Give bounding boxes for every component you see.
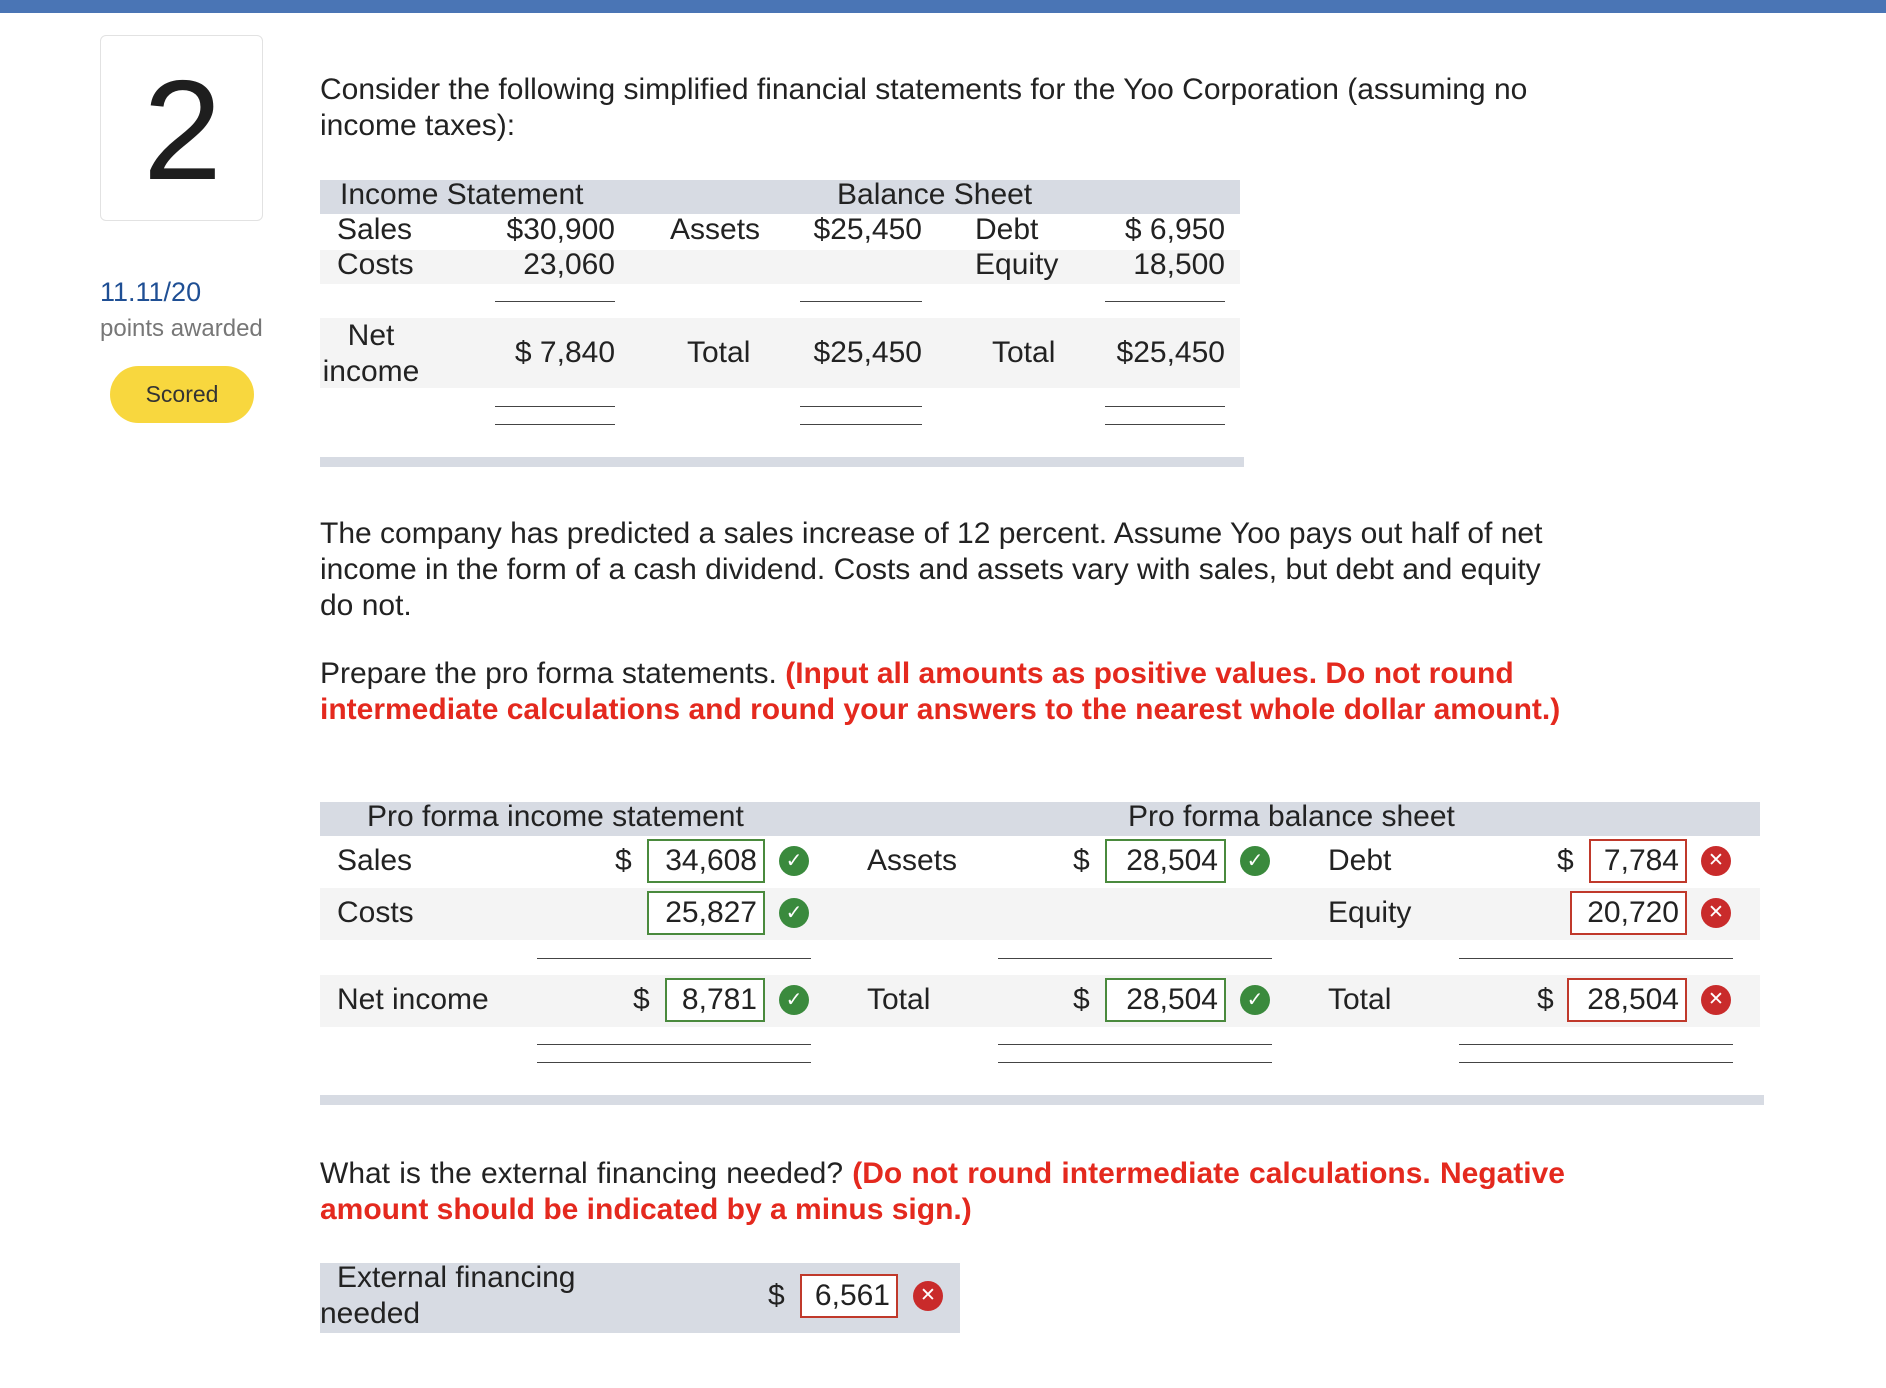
external-financing-label: External financing needed (320, 1261, 576, 1330)
equity-value: 18,500 (1133, 248, 1225, 281)
question-number-box (100, 35, 263, 221)
rule (800, 406, 922, 407)
instructions-plain: Prepare the pro forma statements. (320, 657, 786, 690)
rule (495, 424, 615, 425)
rule (537, 1062, 811, 1063)
assets-value: $25,450 (813, 213, 922, 246)
equity-label: Equity (975, 248, 1059, 281)
rule (998, 1044, 1272, 1045)
proforma-debt-input[interactable]: 7,784 (1589, 839, 1687, 883)
check-circle-icon: ✓ (1240, 846, 1270, 876)
rule (495, 301, 615, 302)
rule (1459, 1062, 1733, 1063)
x-circle-icon: ✕ (1701, 898, 1731, 928)
rule (800, 301, 922, 302)
scenario-text: The company has predicted a sales increase of 12 percent. Assume Yoo pays out half of net income in the form of a cash dividend. Costs and assets vary with sales, but debt and equity do not. (320, 517, 1543, 622)
costs-label: Costs (337, 248, 414, 281)
net-income-label: Net income (322, 319, 420, 388)
income-statement-header: Income Statement (340, 178, 584, 211)
net-income-value: $ 7,840 (514, 336, 615, 369)
proforma-sales-label: Sales (337, 844, 413, 877)
proforma-debt-label: Debt (1328, 844, 1392, 877)
proforma-costs-label: Costs (337, 896, 414, 929)
rule (537, 958, 811, 959)
rule (800, 424, 922, 425)
check-circle-icon: ✓ (779, 846, 809, 876)
external-financing-question (320, 1156, 1565, 1228)
question-number: 2 (143, 51, 222, 210)
external-financing-input[interactable]: 6,561 (800, 1274, 898, 1318)
rule (1105, 301, 1225, 302)
rule (1105, 424, 1225, 425)
intro-text: Consider the following simplified financial statements for the Yoo Corporation (assuming no income taxes): (320, 73, 1528, 142)
proforma-total-liab-input[interactable]: 28,504 (1567, 978, 1687, 1022)
proforma-total-assets-input[interactable]: 28,504 (1105, 978, 1226, 1022)
rule (998, 1062, 1272, 1063)
proforma-sales-input[interactable]: 34,608 (647, 839, 765, 883)
instructions-note: (Input all amounts as positive values. Do not round intermediate calculations and round your answers to the nearest whole dollar amount.) (320, 657, 1561, 726)
dollar-sign: $ (1073, 983, 1090, 1016)
x-circle-icon: ✕ (1701, 846, 1731, 876)
proforma-net-income-label: Net income (337, 983, 489, 1016)
proforma-equity-input[interactable]: 20,720 (1570, 891, 1687, 935)
dollar-sign: $ (768, 1279, 785, 1312)
question-plain: What is the external financing needed? (320, 1157, 853, 1190)
proforma-net-income-input[interactable]: 8,781 (665, 978, 765, 1022)
proforma-total-liab-label: Total (1328, 983, 1392, 1016)
proforma-assets-label: Assets (867, 844, 958, 877)
sales-value: $30,900 (506, 213, 615, 246)
proforma-equity-label: Equity (1328, 896, 1412, 929)
x-circle-icon: ✕ (913, 1281, 943, 1311)
question-note: (Do not round intermediate calculations. Negative amount should be indicated by a minus sign.) (320, 1157, 1565, 1226)
dollar-sign: $ (1073, 844, 1090, 877)
check-circle-icon: ✓ (779, 898, 809, 928)
x-circle-icon: ✕ (1701, 985, 1731, 1015)
proforma-total-label: Total (867, 983, 931, 1016)
check-circle-icon: ✓ (1240, 985, 1270, 1015)
assets-label: Assets (670, 213, 761, 246)
costs-value: 23,060 (523, 248, 615, 281)
check-circle-icon: ✓ (779, 985, 809, 1015)
rule (998, 958, 1272, 959)
dollar-sign: $ (1537, 983, 1554, 1016)
dollar-sign: $ (615, 844, 632, 877)
proforma-assets-input[interactable]: 28,504 (1105, 839, 1226, 883)
points-score: 11.11/20 (100, 277, 202, 307)
total-label-assets: Total (687, 336, 751, 369)
rule (537, 1044, 811, 1045)
debt-value: $ 6,950 (1124, 213, 1225, 246)
rule (1459, 1044, 1733, 1045)
instructions-text (320, 656, 1565, 728)
table-bottom-bar (320, 1095, 1764, 1105)
rule (495, 406, 615, 407)
dollar-sign: $ (1557, 844, 1574, 877)
rule (1459, 958, 1733, 959)
top-accent-bar (0, 0, 1886, 13)
total-assets-value: $25,450 (813, 336, 922, 369)
debt-label: Debt (975, 213, 1039, 246)
proforma-income-header: Pro forma income statement (367, 800, 744, 833)
balance-sheet-header: Balance Sheet (837, 178, 1033, 211)
table-bottom-bar (320, 457, 1244, 467)
rule (1105, 406, 1225, 407)
costs-row-bg (320, 888, 1760, 940)
total-liabilities-value: $25,450 (1116, 336, 1225, 369)
dollar-sign: $ (633, 983, 650, 1016)
sales-label: Sales (337, 213, 413, 246)
scored-badge: Scored (110, 366, 254, 423)
proforma-costs-input[interactable]: 25,827 (647, 891, 765, 935)
proforma-balance-header: Pro forma balance sheet (1128, 800, 1455, 833)
total-label-liabilities: Total (992, 336, 1056, 369)
points-label: points awarded (100, 315, 263, 342)
